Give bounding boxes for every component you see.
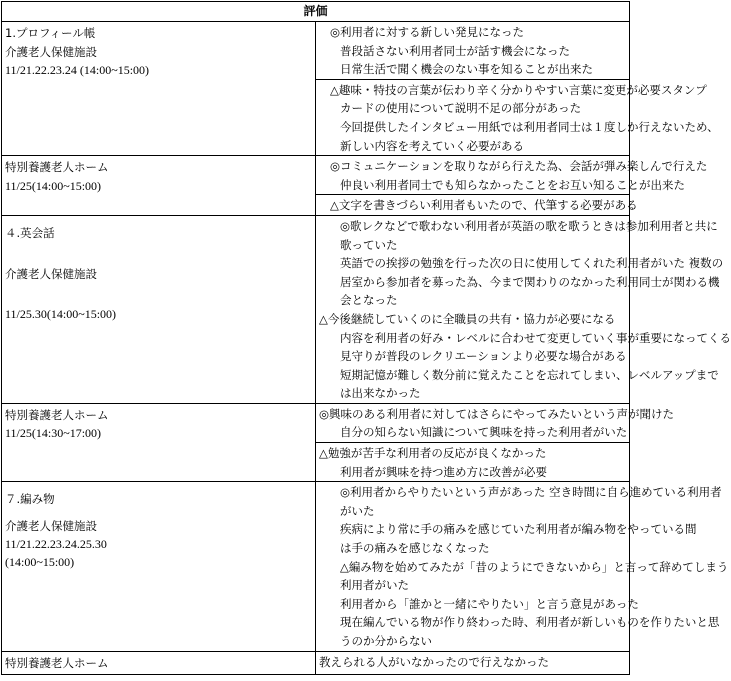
- eval-line: 内容を利用者の好み・レベルに合わせて変更していく事が重要になってくる: [340, 330, 731, 345]
- table-row: [2, 22, 630, 80]
- eval-line: 英語での挨拶の勉強を行った次の日に使用してくれた利用者がいた 複数の: [340, 256, 724, 271]
- eval-line: 会となった: [340, 293, 398, 308]
- eval-line: 自分の知らない知識について興味を持った利用者がいた: [340, 425, 628, 440]
- eval-line: ◎興味のある利用者に対してはさらにやってみたいという声が聞けた: [319, 406, 675, 421]
- date-range: 11/25.30(14:00~15:00): [5, 307, 117, 322]
- evaluation-cell: [316, 195, 638, 216]
- facility-name: 特別養護老人ホーム: [5, 160, 109, 175]
- section-4-left-cell: [2, 215, 316, 403]
- eval-line: △勉強が苦手な利用者の反応が良くなかった: [319, 446, 547, 461]
- eval-line: は手の痛みを感じなくなった: [340, 541, 490, 556]
- eval-line: 仲良い利用者同士でも知らなかったことをお互い知ることが出来た: [340, 177, 685, 192]
- table-row: [2, 156, 630, 195]
- evaluation-cell: [316, 215, 731, 403]
- eval-line: 短期記憶が難しく数分前に覚えたことを忘れてしまい、レベルアップまで: [340, 367, 719, 382]
- evaluation-cell: [316, 22, 630, 80]
- eval-line: がいた: [340, 503, 375, 518]
- facility-name: 特別養護老人ホーム: [5, 655, 109, 670]
- eval-line: 利用者から「誰かと一緒にやりたい」と言う意見があった: [340, 596, 639, 611]
- eval-line: 見守りが普段のレクリエーションより必要な場合がある: [340, 349, 627, 364]
- section-title: 1.プロフィール帳: [5, 26, 96, 40]
- section-title: ４.英会話: [5, 225, 55, 240]
- evaluation-cell: [316, 482, 729, 651]
- header-row: [2, 2, 630, 22]
- eval-line: △編み物を始めてみたが「昔のようにできないから」と言って辞めてしまう: [340, 559, 729, 574]
- eval-line: 利用者がいた: [340, 578, 409, 593]
- table-row: [2, 215, 630, 403]
- time-range: (14:00~15:00): [5, 555, 75, 570]
- eval-line: 日常生活で聞く機会のない事を知ることが出来た: [340, 62, 593, 77]
- table-row: [2, 403, 630, 442]
- eval-line: 教えられる人がいなかったので行えなかった: [319, 654, 549, 669]
- eval-line: 普段話さない利用者同士が話す機会になった: [340, 43, 570, 58]
- eval-line: △趣味・特技の言葉が伝わり辛く分かりやすい言葉に変更が必要スタンプ: [330, 82, 707, 97]
- eval-line: は出来なかった: [340, 386, 421, 401]
- eval-line: 利用者が興味を持つ進め方に改善が必要: [340, 464, 547, 479]
- facility-name: 介護老人保健施設: [5, 44, 97, 59]
- date-range: 11/25(14:30~17:00): [5, 426, 102, 441]
- section-1b-left-cell: [2, 156, 316, 216]
- section-4b-left-cell: [2, 403, 316, 481]
- eval-line: ◎歌レクなどで歌わない利用者が英語の歌を歌うときは参加利用者と共に: [340, 218, 718, 233]
- eval-line: ◎コミュニケーションを取りながら行えた為、会話が弾み楽しんで行えた: [330, 159, 708, 174]
- eval-line: カードの使用について説明不足の部分があった: [340, 101, 582, 116]
- facility-name: 介護老人保健施設: [5, 266, 97, 281]
- date-range: 11/21.22.23.24 (14:00~15:00): [5, 63, 150, 78]
- eval-line: △今後継続していくのに全職員の共有・協力が必要になる: [319, 311, 616, 326]
- evaluation-cell: [316, 443, 630, 482]
- eval-line: ◎利用者に対する新しい発見になった: [330, 25, 525, 39]
- section-1-left-cell: [2, 22, 316, 156]
- evaluation-cell: [316, 156, 708, 195]
- date-range: 11/25(14:00~15:00): [5, 178, 102, 193]
- section-7-left-cell: [2, 482, 316, 651]
- date-range: 11/21.22.23.24.25.30: [5, 537, 107, 552]
- eval-line: △文字を書きづらい利用者もいたので、代筆する必要がある: [330, 198, 638, 213]
- eval-line: 歌っていた: [340, 237, 398, 252]
- eval-line: ◎利用者からやりたいという声があった 空き時間に自ら進めている利用者: [340, 485, 722, 500]
- table-row: [2, 482, 630, 651]
- evaluation-cell: [316, 79, 719, 155]
- eval-line: うのか分からない: [340, 634, 432, 648]
- table-row: [2, 651, 630, 675]
- evaluation-cell: [316, 651, 630, 675]
- table-header: 評価: [2, 2, 630, 22]
- eval-line: 現在編んでいる物が作り終わった時、利用者が新しいものを作りたいと思: [340, 615, 720, 630]
- evaluation-cell: [316, 403, 675, 442]
- eval-line: 新しい内容を考えていく必要がある: [340, 138, 524, 153]
- section-7b-left-cell: [2, 651, 316, 675]
- facility-name: 介護老人保健施設: [5, 518, 97, 533]
- evaluation-table: [1, 1, 731, 675]
- eval-line: 居室から参加者を募った為、今まで関わりのなかった利用同士が関わる機: [340, 274, 720, 289]
- facility-name: 特別養護老人ホーム: [5, 407, 109, 422]
- eval-line: 今回提供したインタビュー用紙では利用者同士は１度しか行えないため、: [340, 119, 719, 134]
- section-title: ７.編み物: [5, 492, 55, 507]
- eval-line: 疾病により常に手の痛みを感じていた利用者が編み物をやっている間: [340, 522, 697, 537]
